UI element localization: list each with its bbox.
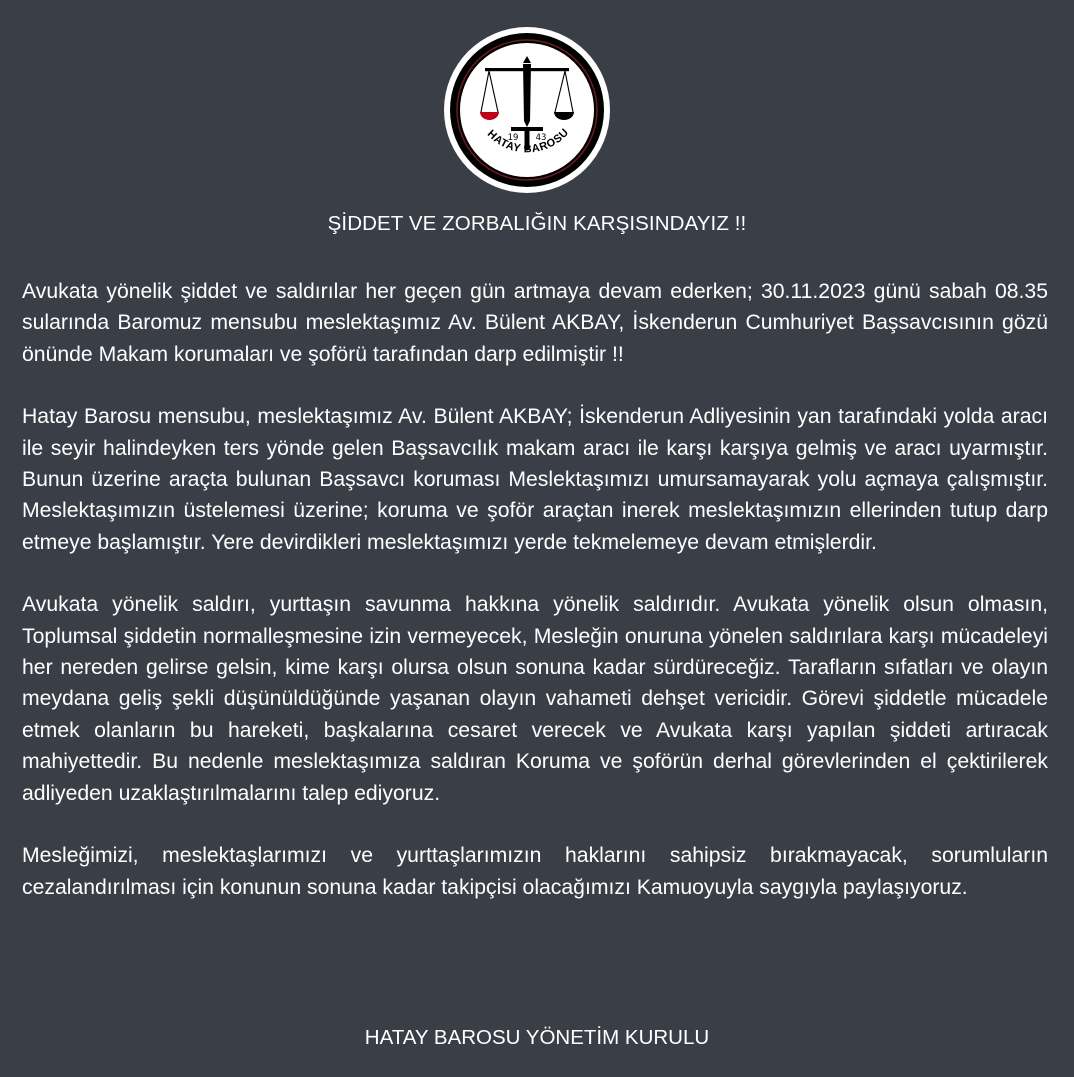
seal-text: HATAY BAROSU xyxy=(484,126,572,156)
signature: HATAY BAROSU YÖNETİM KURULU xyxy=(364,1026,710,1049)
seal-year-left: 19 xyxy=(507,133,519,143)
paragraph-2: Hatay Barosu mensubu, meslektaşımız Av. Bülent AKBAY; İskenderun Adliyesinin yan tarafındaki yolda aracı ile seyir halindeyken ters yönde gelen Başsavcılık makam aracı ile karşı karşıya gelmiş ve aracı uyarmıştır. Bunun üzerine araçta bulunan Başsavcı koruması Meslektaşımızı umursamayarak yolu açmaya çalışmıştır. Meslektaşımızın üstelemesi üzerine; koruma ve şoför araçtan inerek meslektaşımızın ellerinden tutup darp etmeye başlamıştır. Yere devirdikleri meslektaşımızı yerde tekmelemeye devam etmişlerdir. xyxy=(22,405,1048,554)
seal-year-right: 43 xyxy=(535,133,547,143)
hatay-barosu-seal-icon xyxy=(443,26,611,194)
paragraph-3: Avukata yönelik saldırı, yurttaşın savunma hakkına yönelik saldırıdır. Avukata yönelik olsun olmasın, Toplumsal şiddetin normalleşmesine izin vermeyecek, Mesleğin onuruna yönelen saldırılara karşı mücadeleyi her nereden gelirse gelsin, kime karşı olursa olsun sonuna kadar sürdüreceğiz. Tarafların sıfatları ve olayın meydana geliş şekli düşünüldüğünde yaşanan olayın vahameti dehşet vericidir. Görevi şiddetle mücadele etmek olanların bu hareketi, başkalarına cesaret verecek ve Avukata karşı yapılan şiddeti artıracak mahiyettedir. Bu nedenle meslektaşımıza saldıran Koruma ve şoförün derhal görevlerinden el çektirilerek adliyeden uzaklaştırılmalarını talep ediyoruz. xyxy=(22,593,1048,805)
paragraph-1: Avukata yönelik şiddet ve saldırılar her geçen gün artmaya devam ederken; 30.11.2023 günü sabah 08.35 sularında Baromuz mensubu meslektaşımız Av. Bülent AKBAY, İskenderun Cumhuriyet Başsavcısının gözü önünde Makam korumaları ve şoförü tarafından darp edilmiştir !! xyxy=(22,280,1048,366)
statement-body xyxy=(22,276,1048,934)
paragraph-4: Mesleğimizi, meslektaşlarımızı ve yurttaşlarımızın haklarını sahipsiz bırakmayacak, sorumluların cezalandırılması için konunun sonuna kadar takipçisi olacağımızı Kamuoyuyla saygıyla paylaşıyoruz. xyxy=(22,844,1048,899)
page-title: ŞİDDET VE ZORBALIĞIN KARŞISINDAYIZ !! xyxy=(327,212,747,235)
seal-svg xyxy=(443,26,611,194)
